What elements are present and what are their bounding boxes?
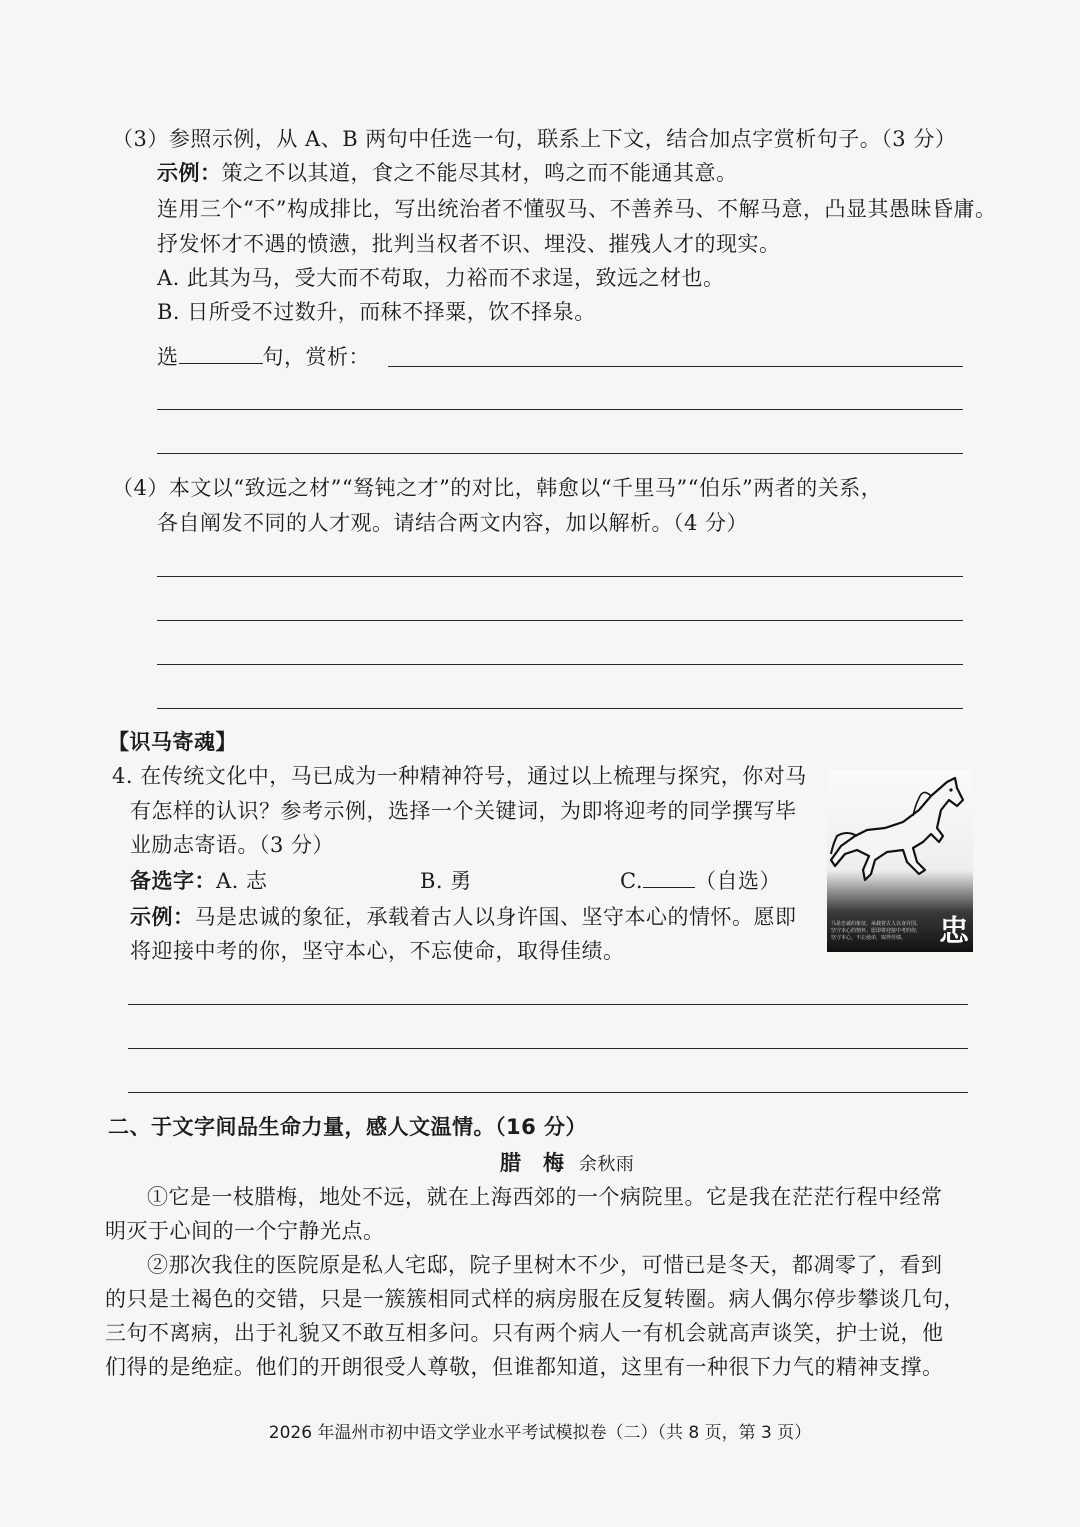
q3-answer-line-3[interactable] (157, 453, 963, 454)
q5-answer-line-2[interactable] (128, 1048, 968, 1049)
q4-answer-line-2[interactable] (157, 620, 963, 621)
q3-answer-mid: 句，赏析： (262, 345, 370, 369)
q5-option-c-prefix: C. (620, 869, 643, 893)
q5-answer-line-1[interactable] (128, 1004, 968, 1005)
q3-example-text: 策之不以其道，食之不能尽其材，鸣之而不能通其意。 (221, 161, 738, 185)
essay-title-line (500, 1148, 634, 1180)
q5-option-c (620, 866, 781, 896)
q3-answer-line-2[interactable] (157, 409, 963, 410)
essay-p1-line-2: 明灭于心间的一个宁静光点。 (105, 1219, 385, 1243)
q5-line-1: 4. 在传统文化中，马已成为一种精神符号，通过以上梳理与探究，你对马 (112, 764, 807, 788)
q5-option-c-suffix: （自选） (695, 869, 781, 893)
q5-option-a: A. 志 (216, 869, 268, 893)
q3-stem: （3）参照示例，从 A、B 两句中任选一句，联系上下文，结合加点字赏析句子。（3 分） (112, 127, 957, 151)
q3-example (157, 158, 738, 188)
q3-example-label: 示例： (157, 161, 222, 185)
q5-options (130, 866, 268, 896)
q3-analysis-1: 连用三个“不”构成排比，写出统治者不懂驭马、不善养马、不解马意，凸显其愚昧昏庸。 (157, 197, 997, 221)
q4-answer-line-3[interactable] (157, 664, 963, 665)
essay-p2-line-4: 们得的是绝症。他们的开朗很受人尊敬，但谁都知道，这里有一种很下力气的精神支撑。 (105, 1355, 944, 1379)
horse-character: 忠 (939, 914, 969, 949)
q5-option-c-blank[interactable] (643, 887, 695, 888)
essay-p2-line-3: 三句不离病，出于礼貌又不敢互相多问。只有两个病人一有机会就高声谈笑，护士说，他 (105, 1321, 944, 1345)
q4-stem-1: （4）本文以“致远之材”“驽钝之才”的对比，韩愈以“千里马”“伯乐”两者的关系， (112, 476, 883, 500)
q5-line-2: 有怎样的认识？参考示例，选择一个关键词，为即将迎考的同学撰写毕 (130, 799, 797, 823)
q3-answer-prefix: 选 (157, 345, 179, 369)
q5-example-2: 将迎接中考的你，坚守本心，不忘使命，取得佳绩。 (130, 939, 625, 963)
essay-title: 腊 梅 (500, 1151, 565, 1175)
section-header: 【识马寄魂】 (108, 730, 237, 754)
essay-p1-line-1: ①它是一枝腊梅，地处不远，就在上海西郊的一个病院里。它是我在茫茫行程中经常 (147, 1185, 943, 1209)
q5-answer-line-3[interactable] (128, 1092, 968, 1093)
essay-p2-line-2: 的只是土褐色的交错，只是一簇簇相同式样的病房服在反复转圈。病人偶尔停步攀谈几句， (105, 1287, 965, 1311)
part2-header: 二、于文字间品生命力量，感人文温情。（16 分） (108, 1115, 588, 1139)
essay-author: 余秋雨 (578, 1154, 635, 1175)
horse-caption: 马是忠诚的象征，承载着古人以身许国、坚守本心的情怀。愿即将迎接中考的你，坚守本心，不忘使命，取得佳绩。 (831, 921, 922, 941)
q3-choice-blank[interactable] (179, 363, 263, 364)
q4-stem-2: 各自阐发不同的人才观。请结合两文内容，加以解析。（4 分） (157, 511, 749, 535)
q5-example-text-1: 马是忠诚的象征，承载着古人以身许国、坚守本心的情怀。愿即 (194, 905, 797, 929)
q4-answer-line-1[interactable] (157, 576, 963, 577)
q3-answer-prompt (157, 342, 370, 372)
essay-p2-line-1: ②那次我住的医院原是私人宅邸，院子里树木不少，可惜已是冬天，都凋零了，看到 (147, 1253, 943, 1277)
horse-poster-image (827, 770, 973, 952)
q3-answer-line-1[interactable] (388, 366, 963, 367)
q3-option-b: B. 日所受不过数升，而秣不择粟，饮不择泉。 (157, 300, 596, 324)
q3-option-a: A. 此其为马，受大而不苟取，力裕而不求逞，致远之材也。 (157, 266, 725, 290)
q3-analysis-2: 抒发怀才不遇的愤懑，批判当权者不识、埋没、摧残人才的现实。 (157, 232, 781, 256)
q5-option-b: B. 勇 (420, 869, 472, 893)
q5-options-label: 备选字： (130, 869, 216, 893)
page-footer: 2026 年温州市初中语文学业水平考试模拟卷（二）（共 8 页，第 3 页） (268, 1423, 812, 1443)
q5-example-1 (130, 902, 797, 932)
q5-example-label: 示例： (130, 905, 195, 929)
q4-answer-line-4[interactable] (157, 708, 963, 709)
q5-line-3: 业励志寄语。（3 分） (130, 833, 335, 857)
